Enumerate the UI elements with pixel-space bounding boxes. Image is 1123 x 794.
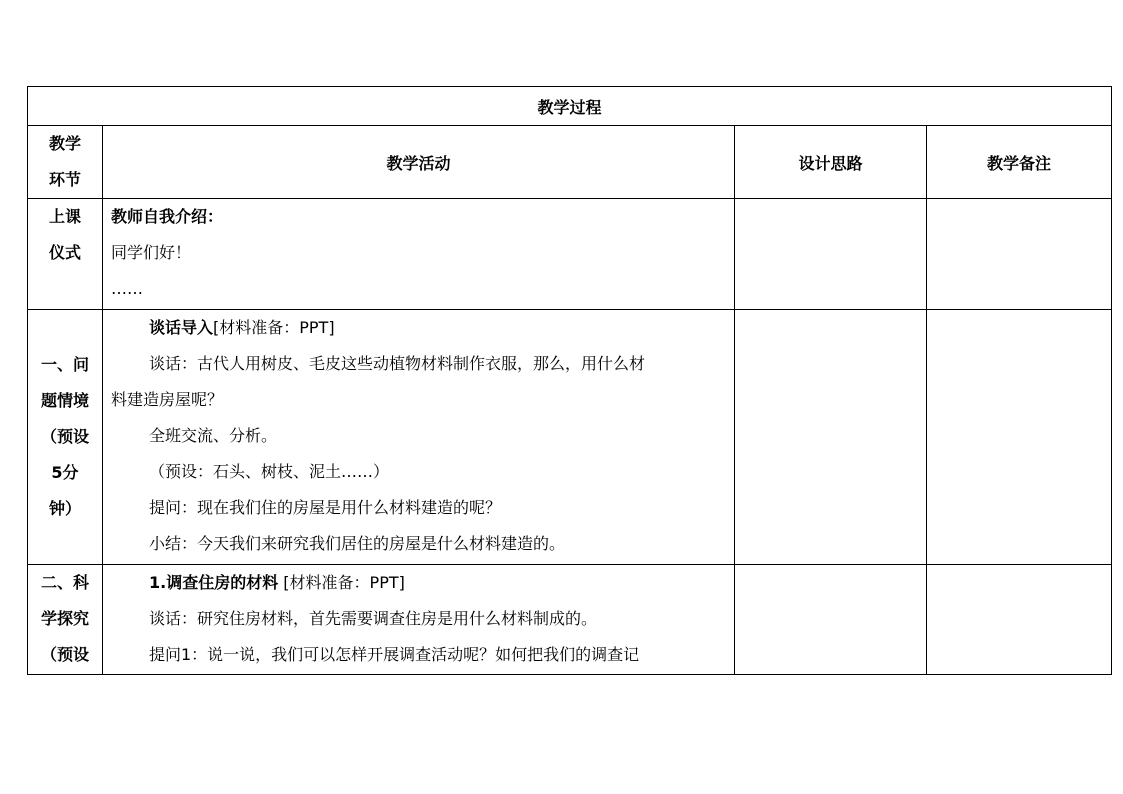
header-notes: 教学备注: [927, 126, 1112, 199]
notes-cell: [927, 565, 1112, 675]
stage-line: （预设: [40, 645, 89, 664]
stage-line: 题情境: [40, 391, 89, 410]
activity-line: [103, 637, 734, 673]
bold-text: 1.调查住房的材料: [149, 573, 279, 592]
activity-line: [103, 490, 734, 526]
design-cell: [735, 310, 927, 565]
stage-line: 一、问: [40, 355, 89, 374]
teaching-process-table: [27, 86, 1112, 675]
notes-cell: [927, 310, 1112, 565]
stage-line: 仪式: [48, 243, 81, 262]
text: 谈话：古代人用树皮、毛皮这些动植物材料制作衣服，那么，用什么材: [149, 354, 646, 373]
header-design: 设计思路: [735, 126, 927, 199]
activity-line: [103, 454, 734, 490]
activity-line: [103, 346, 734, 382]
text: 谈话：研究住房材料，首先需要调查住房是用什么材料制成的。: [149, 609, 598, 628]
header-stage-line: 环节: [48, 170, 81, 189]
activity-cell: [103, 565, 735, 675]
stage-line: 学探究: [40, 609, 89, 628]
activity-cell: [103, 310, 735, 565]
text: 料建造房屋呢？: [111, 390, 224, 409]
stage-cell: [28, 310, 103, 565]
header-stage-line: 教学: [48, 134, 81, 153]
activity-line: [103, 601, 734, 637]
design-cell: [735, 565, 927, 675]
text: 同学们好！: [111, 243, 192, 262]
activity-line: [103, 418, 734, 454]
activity-line: [103, 235, 734, 271]
stage-line: （预设: [40, 427, 89, 446]
activity-line: [103, 310, 734, 346]
text: [材料准备：PPT]: [278, 573, 405, 592]
text: [材料准备：PPT]: [213, 318, 335, 337]
text: ……: [111, 279, 143, 298]
bold-text: 谈话导入: [149, 318, 214, 337]
notes-cell: [927, 199, 1112, 310]
design-cell: [735, 199, 927, 310]
text: 提问：现在我们住的房屋是用什么材料建造的呢？: [149, 498, 502, 517]
text: （预设：石头、树枝、泥土……）: [149, 462, 390, 481]
activity-line: [103, 526, 734, 562]
activity-cell: [103, 199, 735, 310]
header-stage: [28, 126, 103, 199]
text: 小结：今天我们来研究我们居住的房屋是什么材料建造的。: [149, 534, 566, 553]
text: 全班交流、分析。: [149, 426, 278, 445]
stage-line: 上课: [48, 207, 81, 226]
activity-line: [103, 271, 734, 307]
stage-line: 5分: [51, 463, 79, 482]
text: 提问1：说一说，我们可以怎样开展调查活动呢？如何把我们的调查记: [149, 645, 640, 664]
activity-line: [103, 199, 734, 235]
activity-line: [103, 565, 734, 601]
stage-cell: [28, 199, 103, 310]
stage-cell: [28, 565, 103, 675]
header-activity: 教学活动: [103, 126, 735, 199]
activity-line: [103, 382, 734, 418]
stage-line: 二、科: [40, 573, 89, 592]
table-title: 教学过程: [28, 87, 1112, 126]
stage-line: 钟）: [48, 499, 81, 518]
bold-text: 教师自我介绍：: [111, 207, 224, 226]
